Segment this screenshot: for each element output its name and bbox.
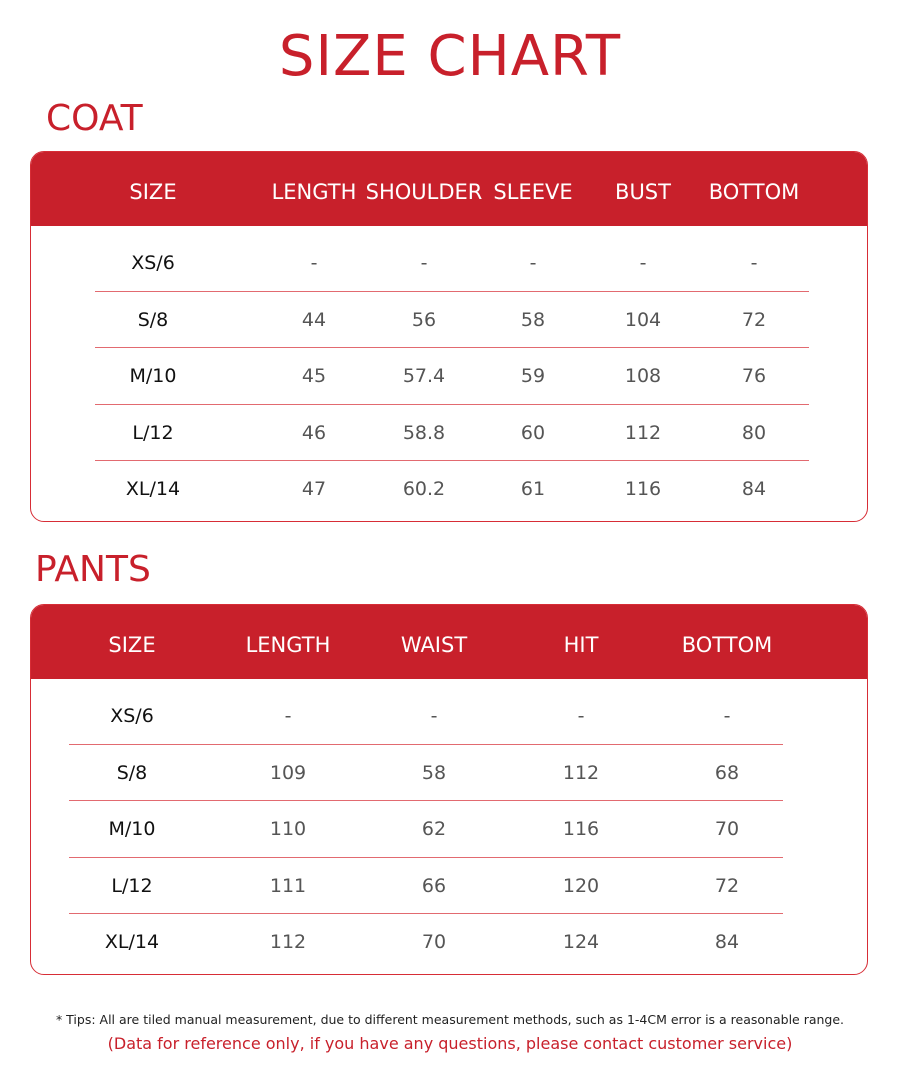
coat-header-length: LENGTH — [271, 180, 357, 204]
pants-cell-hit: 116 — [562, 818, 600, 840]
pants-header-waist: WAIST — [400, 633, 468, 657]
coat-cell-shoulder: 60.2 — [402, 478, 446, 500]
coat-header-bottom: BOTTOM — [708, 180, 800, 204]
pants-header-size: SIZE — [108, 633, 156, 657]
coat-cell-sleeve: - — [529, 252, 537, 274]
coat-cell-bust: 104 — [624, 308, 662, 331]
pants-size-label: M/10 — [108, 818, 156, 840]
coat-header-size: SIZE — [129, 180, 177, 204]
pants-section-title: PANTS — [35, 549, 151, 590]
coat-section-title: COAT — [46, 98, 143, 139]
coat-size-label: L/12 — [132, 421, 174, 444]
reference-note: (Data for reference only, if you have any questions, please contact customer service) — [107, 1034, 793, 1053]
coat-table-row — [31, 235, 867, 291]
coat-cell-length: 46 — [301, 421, 327, 444]
pants-cell-hit: 112 — [562, 761, 600, 784]
coat-cell-bottom: - — [750, 252, 758, 274]
coat-size-label: S/8 — [137, 308, 169, 331]
pants-cell-bottom: 72 — [714, 874, 740, 897]
pants-cell-bottom: 84 — [714, 931, 740, 953]
pants-size-label: L/12 — [111, 874, 153, 897]
pants-cell-waist: 66 — [421, 874, 447, 897]
pants-size-label: XS/6 — [110, 705, 154, 727]
pants-cell-length: 112 — [269, 931, 307, 953]
coat-cell-sleeve: 59 — [520, 365, 546, 387]
coat-table-row — [31, 292, 867, 348]
coat-header-shoulder: SHOULDER — [365, 180, 483, 204]
pants-size-table — [30, 604, 868, 975]
coat-cell-shoulder: 56 — [411, 308, 437, 331]
coat-cell-length: - — [310, 252, 318, 274]
pants-cell-waist: 58 — [421, 761, 447, 784]
coat-cell-sleeve: 58 — [520, 308, 546, 331]
coat-size-label: XS/6 — [131, 252, 175, 274]
pants-cell-bottom: 68 — [714, 761, 740, 784]
coat-cell-bust: - — [639, 252, 647, 274]
coat-table-row — [31, 405, 867, 461]
pants-table-row — [31, 914, 867, 970]
pants-cell-length: 109 — [269, 761, 307, 784]
coat-cell-shoulder: 58.8 — [402, 421, 446, 444]
pants-table-row — [31, 688, 867, 744]
coat-cell-bottom: 72 — [741, 308, 767, 331]
pants-cell-length: 111 — [269, 874, 307, 897]
coat-size-label: XL/14 — [125, 478, 181, 500]
coat-cell-bust: 116 — [624, 478, 662, 500]
tips-text: * Tips: All are tiled manual measurement, due to different measurement methods, such as 1-4CM error is a reasonable range. — [55, 1012, 845, 1027]
page-title: SIZE CHART — [278, 24, 622, 89]
coat-cell-shoulder: - — [420, 252, 428, 274]
pants-cell-length: 110 — [269, 818, 307, 840]
pants-table-row — [31, 745, 867, 801]
pants-header-hit: HIT — [563, 633, 599, 657]
coat-cell-bottom: 84 — [741, 478, 767, 500]
coat-table-row — [31, 461, 867, 517]
pants-cell-hit: 124 — [562, 931, 600, 953]
coat-header-bust: BUST — [615, 180, 671, 204]
coat-cell-length: 47 — [301, 478, 327, 500]
coat-size-label: M/10 — [129, 365, 177, 387]
coat-cell-sleeve: 60 — [520, 421, 546, 444]
pants-cell-hit: 120 — [562, 874, 600, 897]
pants-cell-hit: - — [577, 705, 585, 727]
coat-cell-length: 45 — [301, 365, 327, 387]
coat-cell-bottom: 80 — [741, 421, 767, 444]
pants-table-header — [31, 605, 867, 679]
pants-table-row — [31, 801, 867, 857]
pants-cell-waist: 62 — [421, 818, 447, 840]
pants-table-row — [31, 858, 867, 914]
coat-header-sleeve: SLEEVE — [493, 180, 573, 204]
pants-cell-waist: 70 — [421, 931, 447, 953]
pants-size-label: S/8 — [116, 761, 148, 784]
pants-size-label: XL/14 — [104, 931, 160, 953]
coat-size-table — [30, 151, 868, 522]
coat-table-row — [31, 348, 867, 404]
coat-cell-sleeve: 61 — [520, 478, 546, 500]
pants-cell-waist: - — [430, 705, 438, 727]
coat-cell-length: 44 — [301, 308, 327, 331]
coat-cell-bust: 112 — [624, 421, 662, 444]
pants-cell-bottom: - — [723, 705, 731, 727]
coat-cell-bust: 108 — [624, 365, 662, 387]
pants-cell-length: - — [284, 705, 292, 727]
pants-header-length: LENGTH — [245, 633, 331, 657]
pants-cell-bottom: 70 — [714, 818, 740, 840]
coat-table-header — [31, 152, 867, 226]
coat-cell-shoulder: 57.4 — [402, 365, 446, 387]
pants-header-bottom: BOTTOM — [681, 633, 773, 657]
coat-cell-bottom: 76 — [741, 365, 767, 387]
